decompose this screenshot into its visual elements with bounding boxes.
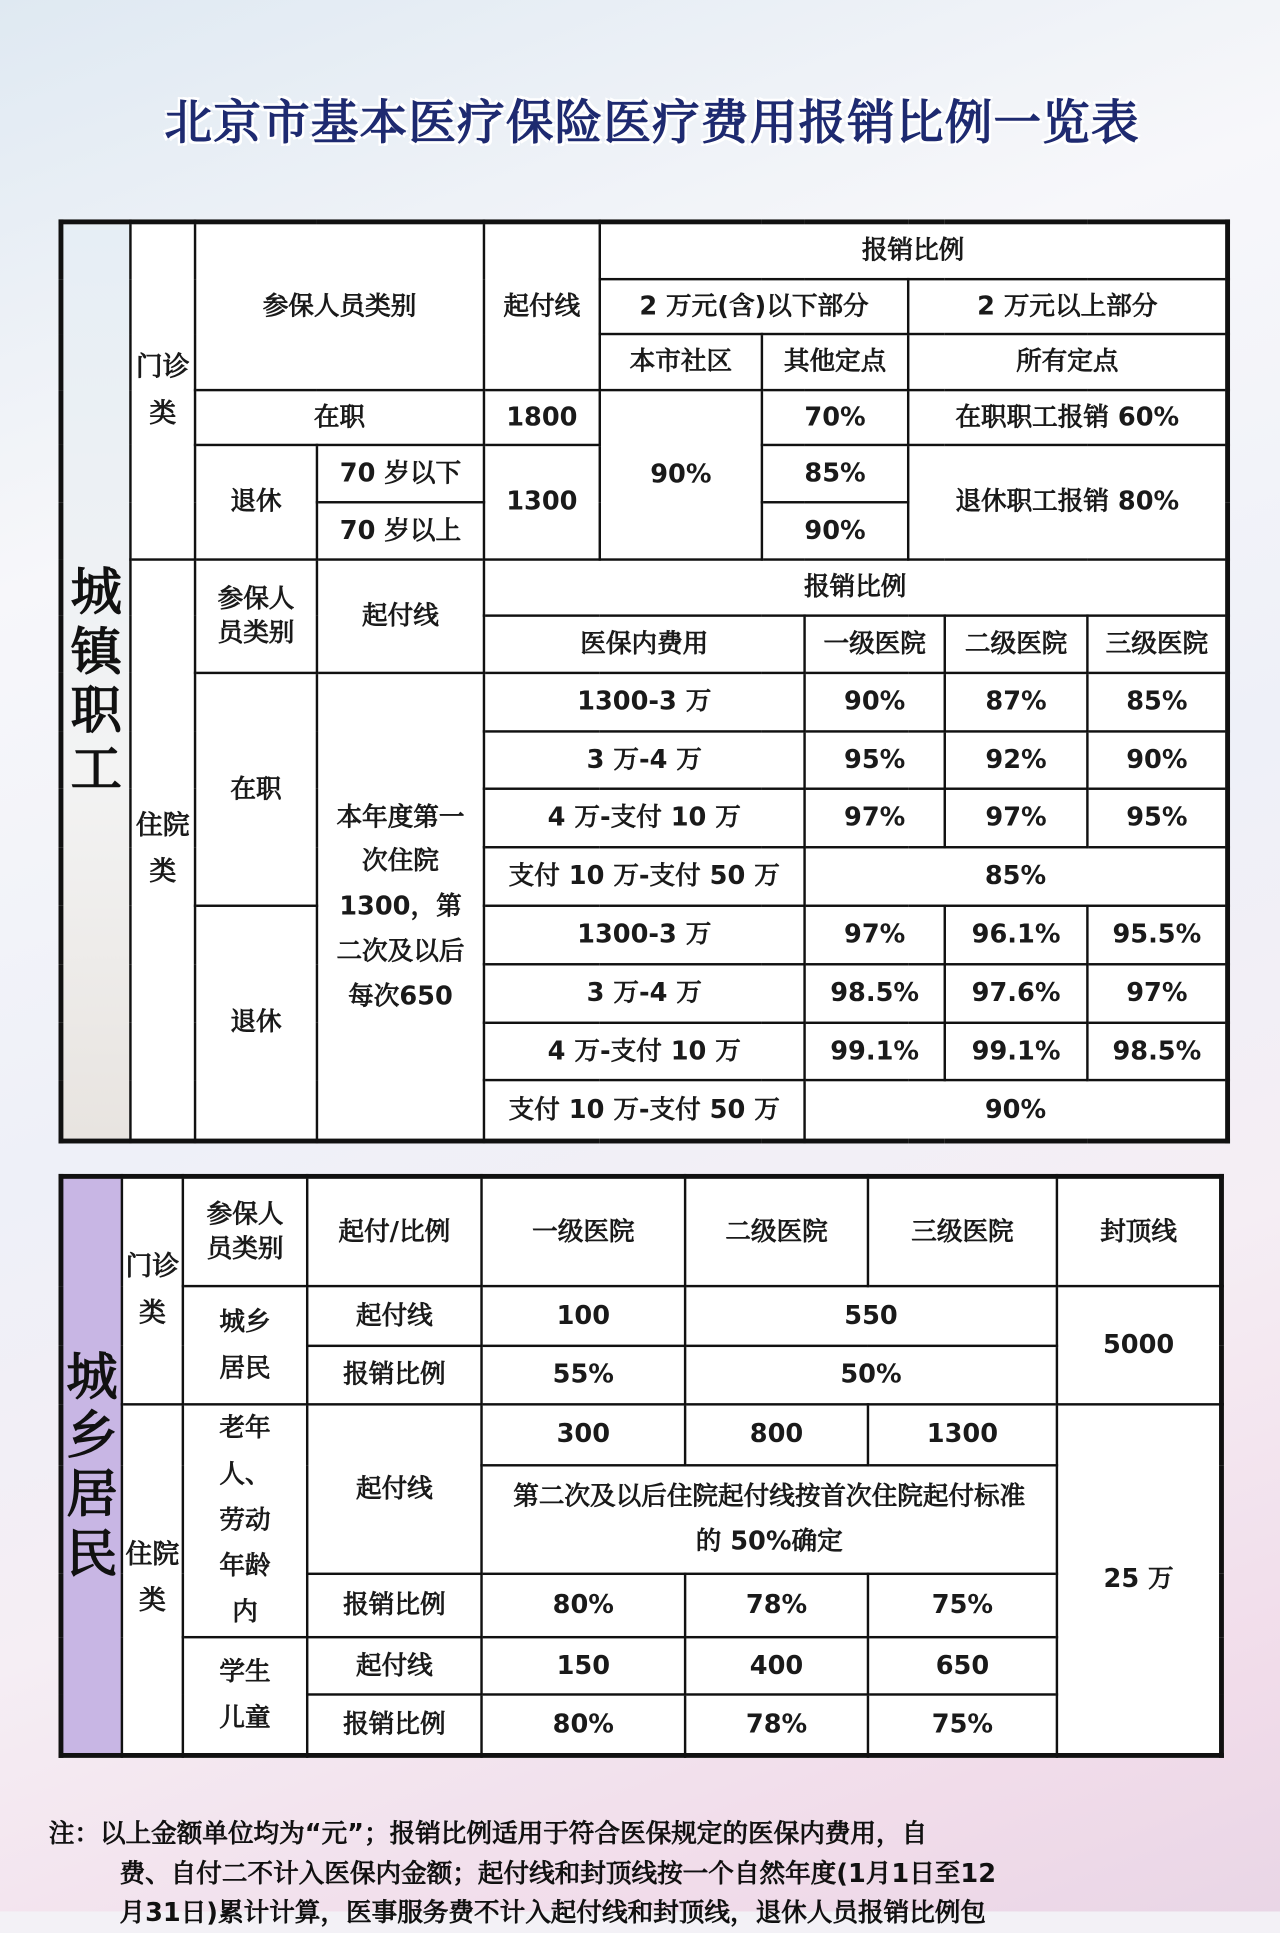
value-cell: 75% — [868, 1694, 1057, 1755]
over70-label: 70 岁以上 — [317, 502, 484, 559]
footnote-line-1: 注：以上金额单位均为“元”；报销比例适用于符合医保规定的医保内费用，自 — [48, 1818, 928, 1849]
footnote-line-2: 费、自付二不计入医保内金额；起付线和封顶线按一个自然年度(1月1日至12 — [119, 1858, 997, 1888]
over70-other: 90% — [762, 502, 908, 559]
ratio-cell: 90% — [805, 1080, 1228, 1141]
header-ratio: 报销比例 — [600, 222, 1228, 279]
value-cell: 150 — [482, 1637, 686, 1694]
resident-outpatient-label: 门诊类 — [122, 1176, 183, 1404]
outpatient-group-text: 城乡居民 — [219, 1306, 271, 1382]
range-cell: 支付 10 万-支付 50 万 — [484, 1080, 805, 1141]
ratio-cell: 90% — [805, 673, 945, 732]
ratio-cell: 95.5% — [1087, 906, 1227, 965]
inpatient-active-label: 在职 — [195, 673, 317, 906]
outpatient-label: 门诊类 — [130, 222, 195, 560]
retired-deductible: 1300 — [484, 445, 600, 560]
ratio-cell: 95% — [805, 731, 945, 788]
value-cell: 80% — [482, 1694, 686, 1755]
value-cell: 78% — [685, 1694, 868, 1755]
ratio-cell: 87% — [945, 673, 1088, 732]
range-cell: 1300-3 万 — [484, 906, 805, 965]
ratio-cell: 97% — [805, 789, 945, 848]
inpatient-cap: 25 万 — [1057, 1404, 1222, 1755]
community-ratio: 90% — [600, 390, 762, 559]
ratio-label: 报销比例 — [307, 1346, 481, 1405]
deductible-note-cell — [317, 673, 484, 1141]
ratio-label: 报销比例 — [307, 1574, 481, 1638]
active-label: 在职 — [195, 390, 484, 445]
resident-table — [59, 1174, 1224, 1758]
page-title: 北京市基本医疗保险医疗费用报销比例一览表 — [164, 96, 1140, 152]
resident-header-category — [183, 1176, 307, 1286]
active-deductible: 1800 — [484, 390, 600, 445]
active-other: 70% — [762, 390, 908, 445]
ratio-cell: 97% — [945, 789, 1088, 848]
ratio-label: 报销比例 — [307, 1694, 481, 1755]
under70-other: 85% — [762, 445, 908, 502]
footnote-line-3: 月31日)累计计算，医事服务费不计入起付线和封顶线，退休人员报销比例包 — [119, 1898, 987, 1928]
ratio-cell: 95% — [1087, 789, 1227, 848]
range-cell: 4 万-支付 10 万 — [484, 789, 805, 848]
retired-above: 退休职工报销 80% — [908, 445, 1227, 560]
header-category: 参保人员类别 — [195, 222, 484, 390]
ratio-cell: 97% — [805, 906, 945, 965]
outpatient-cap: 5000 — [1057, 1286, 1222, 1404]
ratio-cell: 90% — [1087, 731, 1227, 788]
inpatient-header-category-text: 参保人员类别 — [217, 584, 295, 647]
second-stay-note-cell — [482, 1465, 1057, 1573]
resident-header-type: 起付/比例 — [307, 1176, 481, 1286]
range-cell: 3 万-4 万 — [484, 964, 805, 1023]
inpatient-header-ratio: 报销比例 — [484, 560, 1228, 616]
resident-section-label: 城乡居民 — [61, 1176, 122, 1755]
resident-header-level1: 一级医院 — [482, 1176, 686, 1286]
resident-header-category-text: 参保人员类别 — [206, 1199, 284, 1263]
ratio-cell: 99.1% — [805, 1023, 945, 1080]
retired-label: 退休 — [195, 445, 317, 560]
value-cell: 800 — [685, 1404, 868, 1465]
student-group — [183, 1637, 307, 1755]
inpatient-header-deductible: 起付线 — [317, 560, 484, 673]
adult-group-text: 老年人、劳动年龄内 — [219, 1412, 271, 1627]
ratio-cell: 85% — [805, 847, 1228, 906]
deductible-label: 起付线 — [307, 1404, 481, 1573]
deductible-note: 本年度第一次住院1300，第二次及以后每次650 — [336, 801, 465, 1011]
ratio-cell: 98.5% — [805, 964, 945, 1023]
header-all: 所有定点 — [908, 334, 1227, 390]
student-group-text: 学生儿童 — [219, 1656, 271, 1733]
ratio-cell: 99.1% — [945, 1023, 1088, 1080]
inpatient-header-category — [195, 560, 317, 673]
range-cell: 1300-3 万 — [484, 673, 805, 732]
range-cell: 3 万-4 万 — [484, 731, 805, 788]
range-cell: 4 万-支付 10 万 — [484, 1023, 805, 1080]
value-cell: 650 — [868, 1637, 1057, 1694]
value-cell: 550 — [685, 1286, 1057, 1346]
value-cell: 80% — [482, 1574, 686, 1638]
under70-label: 70 岁以下 — [317, 445, 484, 502]
outpatient-group — [183, 1286, 307, 1404]
deductible-label: 起付线 — [307, 1637, 481, 1694]
deductible-label: 起付线 — [307, 1286, 481, 1346]
value-cell: 55% — [482, 1346, 686, 1405]
header-below-20k: 2 万元(含)以下部分 — [600, 279, 908, 334]
resident-inpatient-label: 住院类 — [122, 1404, 183, 1755]
resident-header-level2: 二级医院 — [685, 1176, 868, 1286]
value-cell: 78% — [685, 1574, 868, 1638]
ratio-cell: 98.5% — [1087, 1023, 1227, 1080]
value-cell: 50% — [685, 1346, 1057, 1405]
resident-header-level3: 三级医院 — [868, 1176, 1057, 1286]
header-cost: 医保内费用 — [484, 616, 805, 673]
header-level1: 一级医院 — [805, 616, 945, 673]
header-level3: 三级医院 — [1087, 616, 1227, 673]
second-stay-note: 第二次及以后住院起付线按首次住院起付标准的 50%确定 — [513, 1480, 1026, 1557]
value-cell: 300 — [482, 1404, 686, 1465]
inpatient-retired-label: 退休 — [195, 906, 317, 1141]
value-cell: 400 — [685, 1637, 868, 1694]
header-above-20k: 2 万元以上部分 — [908, 279, 1227, 334]
value-cell: 75% — [868, 1574, 1057, 1638]
employee-table — [59, 219, 1231, 1143]
value-cell: 100 — [482, 1286, 686, 1346]
ratio-cell: 96.1% — [945, 906, 1088, 965]
header-deductible: 起付线 — [484, 222, 600, 390]
employee-section-label: 城镇职工 — [61, 222, 130, 1141]
resident-header-cap: 封顶线 — [1057, 1176, 1222, 1286]
ratio-cell: 92% — [945, 731, 1088, 788]
ratio-cell: 97% — [1087, 964, 1227, 1023]
inpatient-label: 住院类 — [130, 560, 195, 1141]
value-cell: 1300 — [868, 1404, 1057, 1465]
footnote — [49, 1814, 1244, 1933]
range-cell: 支付 10 万-支付 50 万 — [484, 847, 805, 906]
adult-group — [183, 1404, 307, 1637]
ratio-cell: 85% — [1087, 673, 1227, 732]
header-level2: 二级医院 — [945, 616, 1088, 673]
header-community: 本市社区 — [600, 334, 762, 390]
active-above: 在职职工报销 60% — [908, 390, 1227, 445]
header-other: 其他定点 — [762, 334, 908, 390]
ratio-cell: 97.6% — [945, 964, 1088, 1023]
